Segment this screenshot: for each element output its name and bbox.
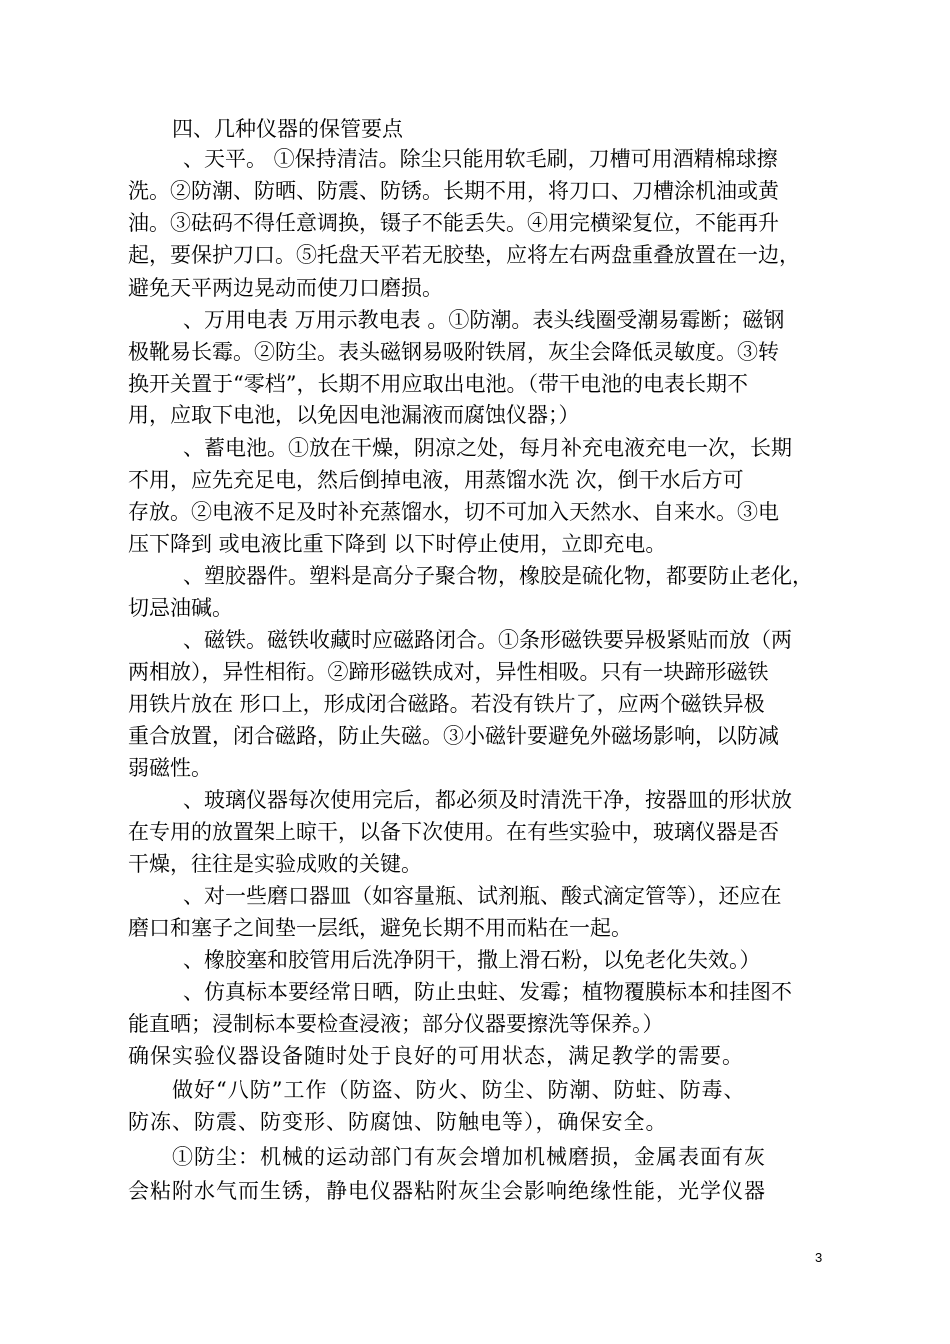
paragraph-line: 、磁铁。磁铁收藏时应磁路闭合。①条形磁铁要异极紧贴而放（两 [183,628,792,652]
paragraph-line: 起，要保护刀口。⑤托盘天平若无胶垫，应将左右两盘重叠放置在一边， [128,243,800,267]
paragraph-line: 、橡胶塞和胶管用后洗净阴干，撒上滑石粉，以免老化失效。） [183,948,761,972]
paragraph-line: 避免天平两边晃动而使刀口磨损。 [128,276,443,300]
paragraph-line: 做好“八防”工作（防盗、防火、防尘、防潮、防蛀、防毒、 [172,1078,746,1102]
paragraph-line: 弱磁性。 [128,756,212,780]
paragraph-line: 用铁片放在 形口上，形成闭合磁路。若没有铁片了，应两个磁铁异极 [128,692,765,716]
paragraph-line: 在专用的放置架上晾干，以备下次使用。在有些实验中，玻璃仪器是否 [128,820,779,844]
paragraph-line: 油。③砝码不得任意调换，镊子不能丢失。④用完横梁复位，不能再升 [128,211,779,235]
paragraph-line: 、天平。 ①保持清洁。除尘只能用软毛刷，刀槽可用酒精棉球擦 [183,147,778,171]
paragraph-line: ①防尘：机械的运动部门有灰会增加机械磨损，金属表面有灰 [172,1145,766,1169]
paragraph-line: 重合放置，闭合磁路，防止失磁。③小磁针要避免外磁场影响，以防减 [128,724,779,748]
paragraph-line: 两相放），异性相衔。②蹄形磁铁成对，异性相吸。只有一块蹄形磁铁 [128,660,769,684]
paragraph-line: 防冻、防震、防变形、防腐蚀、防触电等），确保安全。 [128,1110,668,1134]
paragraph-line: 、仿真标本要经常日晒，防止虫蛀、发霉；植物覆膜标本和挂图不 [183,980,792,1004]
paragraph-line: 干燥，往往是实验成败的关键。 [128,852,422,876]
paragraph-line: 、对一些磨口器皿（如容量瓶、试剂瓶、酸式滴定管等），还应在 [183,884,782,908]
paragraph-line: 极靴易长霉。②防尘。表头磁钢易吸附铁屑，灰尘会降低灵敏度。③转 [128,340,779,364]
paragraph-line: 、玻璃仪器每次使用完后，都必须及时清洗干净，按器皿的形状放 [183,788,792,812]
paragraph-line: 切忌油碱。 [128,596,233,620]
paragraph-line: 不用，应先充足电，然后倒掉电液，用蒸馏水洗 次，倒干水后方可 [128,468,744,492]
paragraph-line: 、万用电表 万用示教电表 。①防潮。表头线圈受潮易霉断；磁钢 [183,308,785,332]
paragraph-line: 、蓄电池。①放在干燥，阴凉之处，每月补充电液充电一次，长期 [183,436,792,460]
paragraph-line: 用，应取下电池，以免因电池漏液而腐蚀仪器；） [128,403,580,427]
paragraph-line: 确保实验仪器设备随时处于良好的可用状态，满足教学的需要。 [128,1044,744,1068]
paragraph-line: 洗。②防潮、防晒、防震、防锈。长期不用，将刀口、刀槽涂机油或黄 [128,179,779,203]
paragraph-line: 能直晒；浸制标本要检查浸液；部分仪器要擦洗等保养。） [128,1012,664,1036]
paragraph-line: 、塑胶器件。塑料是高分子聚合物，橡胶是硫化物，都要防止老化， [183,564,813,588]
section-heading: 四、几种仪器的保管要点 [172,117,403,141]
paragraph-line: 换开关置于“零档”，长期不用应取出电池。（带干电池的电表长期不 [128,372,748,396]
paragraph-line: 磨口和塞子之间垫一层纸，避免长期不用而粘在一起。 [128,916,632,940]
paragraph-line: 会粘附水气而生锈，静电仪器粘附灰尘会影响绝缘性能，光学仪器 [128,1179,766,1203]
paragraph-line: 存放。②电液不足及时补充蒸馏水，切不可加入天然水、自来水。③电 [128,500,779,524]
page-number: 3 [815,1250,823,1265]
paragraph-line: 压下降到 或电液比重下降到 以下时停止使用，立即充电。 [128,532,667,556]
